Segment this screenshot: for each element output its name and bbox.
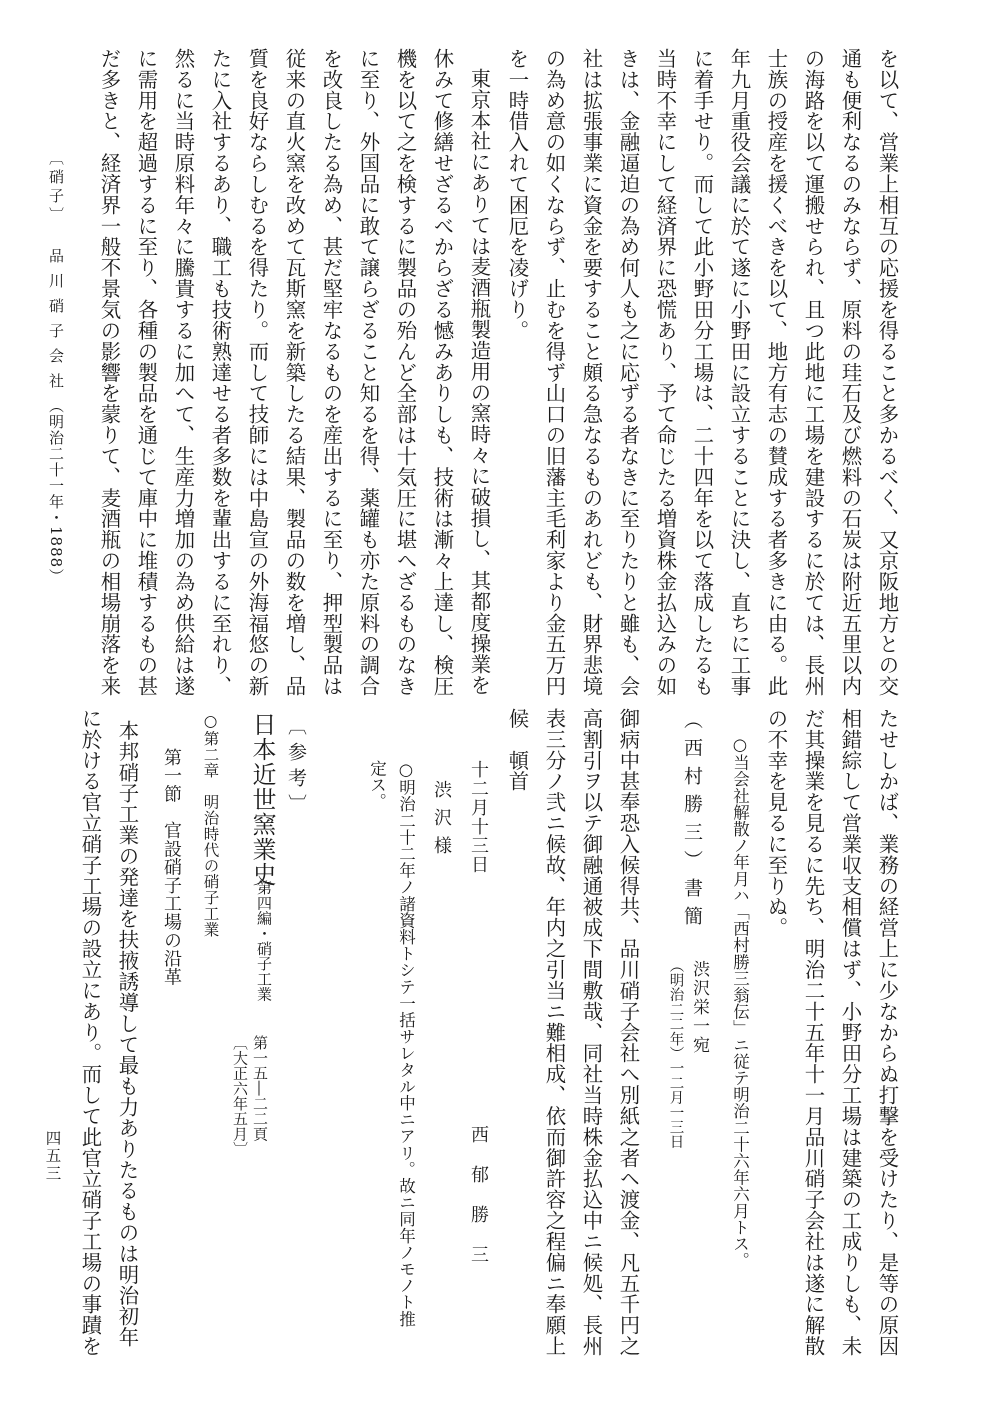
body-column: だ其操業を見るに先ち、明治二十五年十一月品川硝子会社は遂に解散 xyxy=(801,708,826,1357)
body-column: 質を良好ならしむるを得たり。而して技師には中島宣の外海福悠の新 xyxy=(245,48,270,697)
editor-note: 定ス。 xyxy=(367,760,387,810)
letter-sender: 西郁勝三 xyxy=(468,1125,489,1285)
body-column: を一時借入れて困厄を凌げり。 xyxy=(505,48,530,341)
footer-company: 品川硝子会社 xyxy=(47,248,65,398)
chapter-heading: ○第二章 明治時代の硝子工業 xyxy=(201,712,220,938)
body-column: 士族の授産を援くべきを以て、地方有志の賛成する者多きに由る。此 xyxy=(764,48,789,697)
body-column: 然るに当時原料年々に騰貴するに加へて、生産力増加の為め供給は遂 xyxy=(171,48,196,697)
body-column: たせしかば、業務の経営上に少なからぬ打撃を受けたり、是等の原因 xyxy=(875,708,900,1357)
body-column: 年九月重役会議に於て遂に小野田に設立することに決し、直ちに工事 xyxy=(727,48,752,697)
body-column: 当時不幸にして経済界に恐慌あり、予て命じたる増資株金払込みの如 xyxy=(653,48,678,697)
letter-addressee: 渋沢栄一宛 xyxy=(689,960,709,1055)
letter-line: 御病中甚奉恐入候得共、品川硝子会社へ別紙之者ヘ渡金、凡五千円之 xyxy=(616,708,641,1357)
letter-line: 表三分ノ弐ニ候故、年内之引当ニ難相成、依而御許容之程偏ニ奉願上 xyxy=(542,708,567,1357)
body-column: 相錯綜して営業収支相償はず、小野田分工場は建築の工成りしも、未 xyxy=(838,708,863,1357)
body-column: 従来の直火窯を改めて瓦斯窯を新築したる結果、製品の数を増し、品 xyxy=(282,48,307,697)
letter-heading: （西村勝三）書簡 xyxy=(681,710,703,934)
body-column: だ多きと、経済界一般不景気の影響を蒙りて、麦酒瓶の相場崩落を来 xyxy=(97,48,122,697)
body-column: 機を以て之を検するに製品の殆んど全部は十気圧に堪へざるものなき xyxy=(393,48,418,697)
letter-recipient: 渋沢様 xyxy=(431,780,452,864)
book-date: 〔大正六年五月〕 xyxy=(231,1035,249,1157)
reference-text: 本邦硝子工業の発達を扶掖誘導して最も力ありたるものは明治初年 xyxy=(115,720,140,1348)
body-column: に至り、外国品に敢て譲らざること知るを得、薬罐も亦た原料の調合 xyxy=(356,48,381,697)
footer-era: （明治二十一年・1888） xyxy=(47,398,65,585)
body-column: たに入社するあり、職工も技術熟達せる者多数を輩出するに至れり、 xyxy=(208,48,233,697)
dissolution-note: ○当会社解散ノ年月ハ「西村勝三翁伝」ニ従テ明治二十六年六月トス。 xyxy=(730,735,750,1269)
reference-text: に於ける官立硝子工場の設立にあり。而して此官立硝子工場の事蹟を xyxy=(78,708,103,1357)
page-number: 四五三 xyxy=(43,1130,62,1183)
body-column: 休みて修繕せざるべからざる憾みありしも、技術は漸々上達し、検圧 xyxy=(430,48,455,697)
book-pages: 第一五―二二頁 xyxy=(251,1035,269,1142)
body-column: の不幸を見るに至りぬ。 xyxy=(764,708,789,939)
letter-line: 候 頓首 xyxy=(505,708,530,792)
body-column: を改良したる為め、甚だ堅牢なるものを産出するに至り、押型製品は xyxy=(319,48,344,697)
book-part: 第四編・硝子工業 xyxy=(255,880,273,1002)
body-column: に着手せり。而して此小野田分工場は、二十四年を以て落成したるも xyxy=(690,48,715,697)
reference-label: 〔参考〕 xyxy=(285,716,307,820)
letter-date: 十二月十三日 xyxy=(468,760,489,874)
letter-date-note: （明治二二年）一二月一三日 xyxy=(667,958,684,1150)
body-column: 通も便利なるのみならず、原料の珪石及び燃料の石炭は附近五里以内 xyxy=(838,48,863,697)
body-column: きは、金融逼迫の為め何人も之に応ずる者なきに至りたりと雖も、会 xyxy=(616,48,641,697)
body-column: に需用を超過するに至り、各種の製品を通じて庫中に堆積するもの甚 xyxy=(134,48,159,697)
book-title: 日本近世窯業史 xyxy=(248,712,276,887)
letter-line: 高割引ヲ以テ御融通被成下間敷哉、同社当時株金払込中ニ候処、長州 xyxy=(579,708,604,1357)
body-column: の海路を以て運搬せられ、且つ此地に工場を建設するに於ては、長州 xyxy=(801,48,826,697)
editor-note: ○明治二十二年ノ諸資料トシテ一括サレタル中ニアリ。故ニ同年ノモノト推 xyxy=(396,760,416,1327)
footer-category: 〔硝子〕 xyxy=(47,150,65,226)
body-column: の為め意の如くならず、止むを得ず山口の旧藩主毛利家より金五万円 xyxy=(542,48,567,697)
body-column: 社は拡張事業に資金を要すること頗る急なるものあれども、財界悲境 xyxy=(579,48,604,697)
body-column: を以て、営業上相互の応援を得ること多かるべく、又京阪地方との交 xyxy=(875,48,900,697)
body-column: 東京本社にありては麦酒瓶製造用の窯時々に破損し、其都度操業を xyxy=(467,68,492,696)
section-heading: 第一節 官設硝子工場の沿革 xyxy=(161,748,182,986)
